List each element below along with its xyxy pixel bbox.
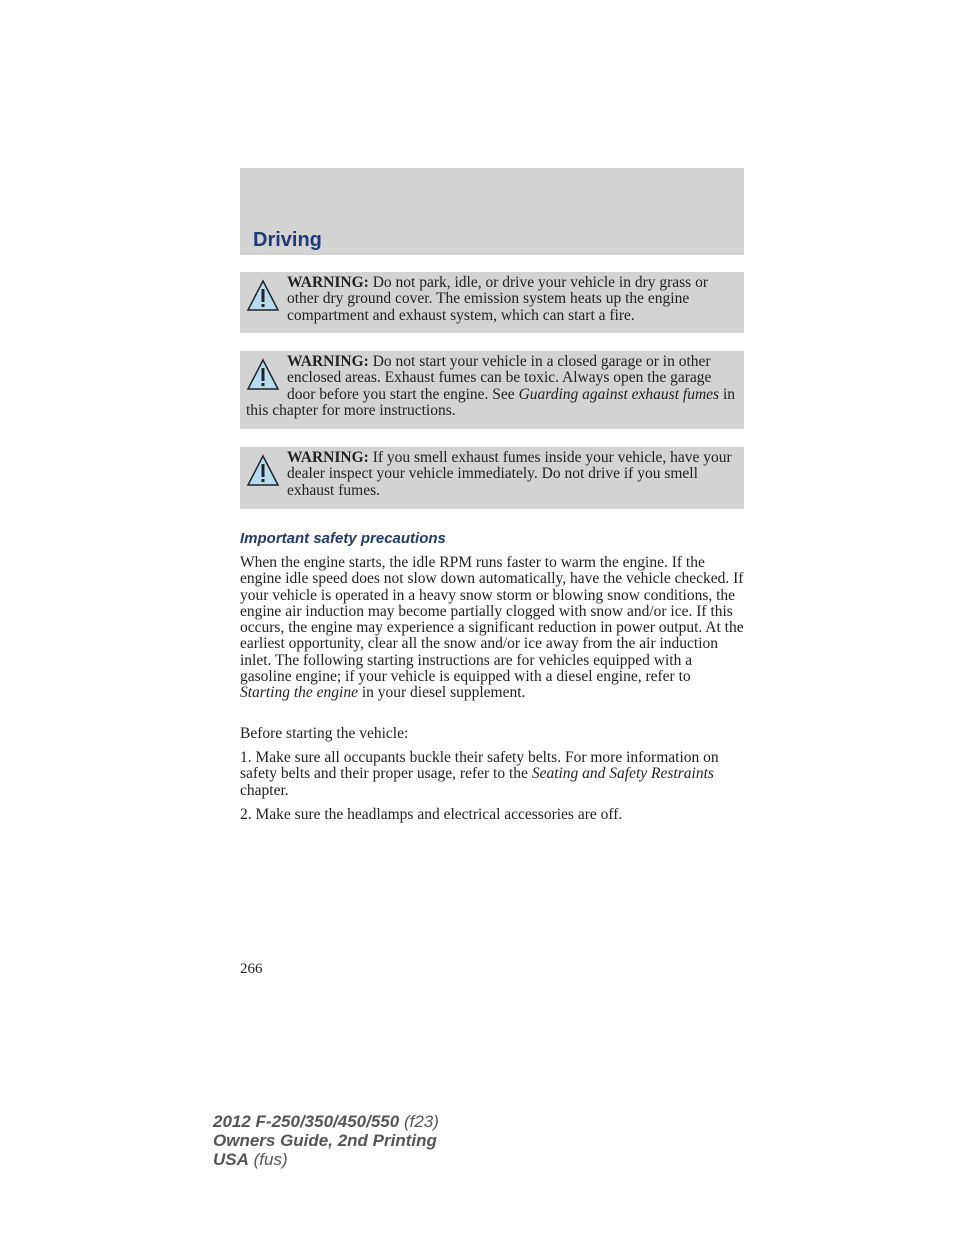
warning-box-3: [240, 447, 744, 509]
footer-model: 2012 F-250/350/450/550: [213, 1112, 400, 1131]
section-heading: Important safety precautions: [240, 530, 446, 547]
warning-label: WARNING:: [287, 353, 369, 370]
page-title: Driving: [253, 229, 322, 251]
warning-text: Do not park, idle, or drive your vehicle in dry grass or other dry ground cover. The emission system heats up the engine compartment and exhaust system, which can start a fire.: [287, 274, 709, 324]
warning-box-1: [240, 272, 744, 333]
cross-reference: Starting the engine: [240, 684, 358, 702]
intro-paragraph: [240, 555, 744, 702]
intro-text: When the engine starts, the idle RPM runs faster to warm the engine. If the engine idle speed does not slow down automatically, have the vehicle checked. If your vehicle is operated in a heavy snow storm or blowing snow conditions, the engine air induction may become partially clogged with snow and/or ice. If this occurs, the engine may experience a significant reduction in power output. At the earliest opportunity, clear all the snow and/or ice away from the air induction inlet. The following starting instructions are for vehicles equipped with a gasoline engine; if your vehicle is equipped with a diesel engine, refer to: [240, 554, 744, 686]
warning-text: If you smell exhaust fumes inside your vehicle, have your dealer inspect your vehicle immediately. Do not drive if you smell exhaust fumes.: [287, 449, 732, 499]
step-2: 2. Make sure the headlamps and electrical accessories are off.: [240, 806, 623, 823]
footer-market: USA: [213, 1150, 249, 1169]
warning-triangle-icon: [246, 279, 280, 313]
before-starting-text: Before starting the vehicle:: [240, 725, 409, 742]
footer-edition: Owners Guide, 2nd Printing: [213, 1131, 437, 1150]
warning-label: WARNING:: [287, 274, 369, 291]
warning-triangle-icon: [246, 358, 280, 392]
footer-code: (f23): [399, 1112, 439, 1131]
step-1-text: 1. Make sure all occupants buckle their safety belts. For more information on safety belts and their proper usage, refer to the: [240, 749, 719, 783]
page-number: 266: [240, 961, 263, 977]
warning-text: Do not start your vehicle in a closed garage or in other enclosed areas. Exhaust fumes can be toxic. Always open the garage door before you start the engine. See: [287, 353, 712, 403]
footer-imprint: [213, 1112, 439, 1169]
step-1-tail: chapter.: [240, 781, 289, 799]
warning-box-2: [240, 351, 744, 429]
warning-label: WARNING:: [287, 449, 369, 466]
cross-reference: Guarding against exhaust fumes: [518, 385, 720, 403]
footer-market-code: (fus): [248, 1150, 288, 1169]
step-1: [240, 750, 744, 799]
warning-triangle-icon: [246, 454, 280, 488]
intro-tail: in your diesel supplement.: [357, 684, 526, 702]
cross-reference: Seating and Safety Restraints: [531, 765, 714, 783]
warning-text-tail: in this chapter for more instructions.: [246, 385, 735, 419]
